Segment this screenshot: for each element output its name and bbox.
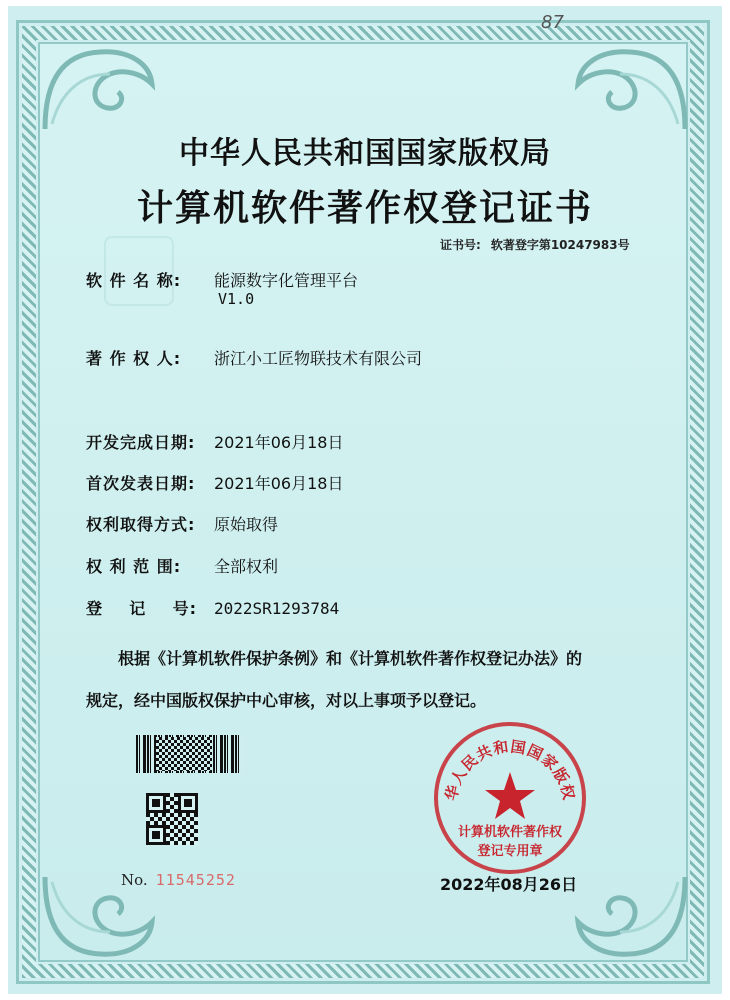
- qr-code: [146, 793, 198, 845]
- dev-date-value: 2021年06月18日: [214, 433, 344, 452]
- owner-value: 浙江小工匠物联技术有限公司: [214, 349, 423, 368]
- corner-ornament-top-left: [40, 44, 160, 134]
- software-name-value: 能源数字化管理平台: [214, 271, 359, 290]
- statement-line-2: 规定，经中国版权保护中心审核，对以上事项予以登记。: [86, 691, 487, 710]
- issue-date: 2022年08月26日: [440, 875, 578, 894]
- seal-star-icon: [485, 772, 535, 819]
- registration-number-row: [86, 596, 339, 619]
- software-name-row: [86, 268, 358, 291]
- registration-number-label: 登 记 号:: [86, 599, 197, 618]
- dev-date-label: 开发完成日期:: [86, 433, 196, 452]
- certificate-number-label: 证书号:: [440, 238, 481, 252]
- acquire-method-row: [86, 512, 278, 535]
- software-name-label: 软 件 名 称:: [86, 271, 182, 290]
- acquire-method-label: 权利取得方式:: [86, 515, 196, 534]
- dev-date-row: [86, 430, 343, 453]
- corner-ornament-bottom-right: [570, 872, 690, 962]
- registration-number-value: 2022SR1293784: [214, 599, 340, 618]
- scope-value: 全部权利: [214, 557, 279, 576]
- corner-ornament-top-right: [570, 44, 690, 134]
- barcode: [136, 735, 242, 773]
- serial-number-label: No.: [121, 871, 148, 889]
- serial-number-value: 11545252: [155, 871, 236, 889]
- qr-finder-bottom-left: [146, 825, 166, 845]
- scope-row: [86, 554, 278, 577]
- acquire-method-value: 原始取得: [214, 515, 279, 534]
- official-seal: [432, 720, 588, 876]
- owner-row: [86, 346, 422, 369]
- certificate-number: [440, 236, 630, 253]
- publish-date-label: 首次发表日期:: [86, 474, 196, 493]
- owner-label: 著 作 权 人:: [86, 349, 182, 368]
- scope-label: 权 利 范 围:: [86, 557, 182, 576]
- seal-text-line-1: 计算机软件著作权: [457, 825, 562, 840]
- issuing-authority: 中华人民共和国国家版权局: [179, 136, 551, 171]
- publish-date-value: 2021年06月18日: [214, 474, 344, 493]
- seal-arc-text: 华人民共和国国家版权: [441, 737, 579, 803]
- handwritten-mark: 87: [541, 12, 564, 33]
- certificate-title: 计算机软件著作权登记证书: [136, 187, 593, 229]
- seal-text-line-2: 登记专用章: [477, 844, 543, 859]
- software-version: V1.0: [218, 290, 255, 308]
- serial-number: [121, 871, 236, 889]
- qr-finder-top-left: [146, 793, 166, 813]
- certificate-number-value: 软著登字第10247983号: [490, 238, 630, 252]
- publish-date-row: [86, 471, 343, 494]
- statement-line-1: 根据《计算机软件保护条例》和《计算机软件著作权登记办法》的: [118, 649, 583, 668]
- qr-finder-top-right: [178, 793, 198, 813]
